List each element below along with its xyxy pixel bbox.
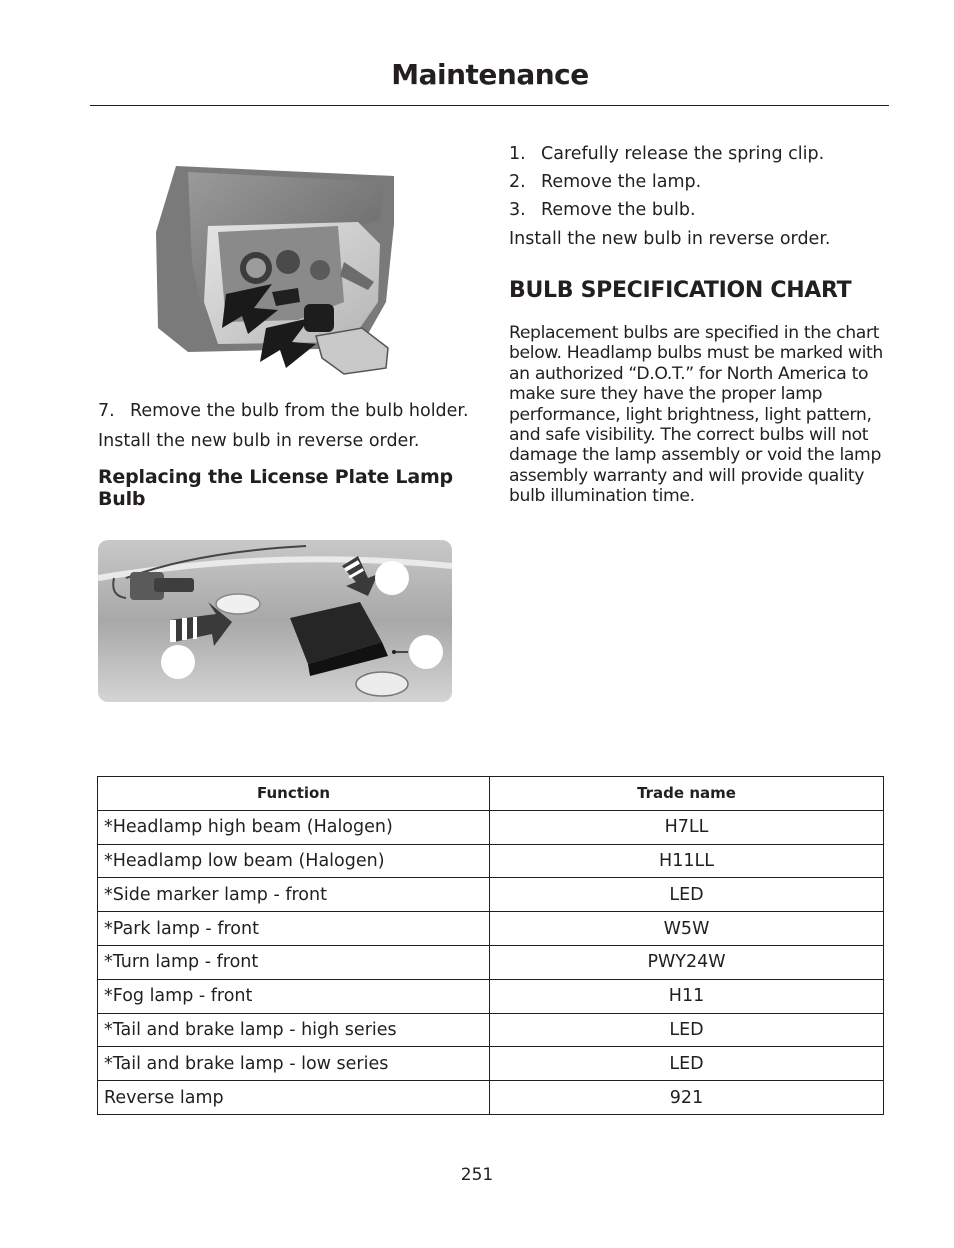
license-plate-subheading: Replacing the License Plate Lamp Bulb bbox=[98, 466, 453, 510]
page-title: Maintenance bbox=[391, 58, 589, 91]
function-cell: *Tail and brake lamp - low series bbox=[98, 1047, 490, 1081]
trade-name-cell: H11LL bbox=[490, 844, 884, 878]
table-row bbox=[98, 1013, 884, 1047]
trade-name-cell: LED bbox=[490, 1013, 884, 1047]
function-cell: *Turn lamp - front bbox=[98, 945, 490, 979]
trade-name-cell: 921 bbox=[490, 1081, 884, 1115]
table-row bbox=[98, 878, 884, 912]
function-cell: *Side marker lamp - front bbox=[98, 878, 490, 912]
table-row bbox=[98, 1047, 884, 1081]
trade-name-cell: H11 bbox=[490, 979, 884, 1013]
list-item-number: 2. bbox=[509, 172, 526, 192]
trade-name-cell: W5W bbox=[490, 912, 884, 946]
list-item-number: 1. bbox=[509, 144, 526, 164]
function-cell: *Headlamp high beam (Halogen) bbox=[98, 810, 490, 844]
column-header-trade-name: Trade name bbox=[490, 777, 884, 811]
bulb-chart-heading: BULB SPECIFICATION CHART bbox=[509, 278, 852, 303]
column-header-function: Function bbox=[98, 777, 490, 811]
table-row bbox=[98, 1081, 884, 1115]
table-header-row bbox=[98, 777, 884, 811]
list-item-text: Remove the lamp. bbox=[541, 172, 702, 192]
install-note-left: Install the new bulb in reverse order. bbox=[98, 431, 420, 451]
function-cell: *Park lamp - front bbox=[98, 912, 490, 946]
trade-name-cell: LED bbox=[490, 1047, 884, 1081]
function-cell: *Tail and brake lamp - high series bbox=[98, 1013, 490, 1047]
bulb-specification-table bbox=[97, 776, 884, 1115]
title-divider bbox=[90, 105, 889, 106]
function-cell: *Headlamp low beam (Halogen) bbox=[98, 844, 490, 878]
table-row bbox=[98, 810, 884, 844]
bulb-chart-description: Replacement bulbs are specified in the chart below. Headlamp bulbs must be marked with an authorized “D.O.T.” for North America to make sure they have the proper lamp performance, light brightness, light pattern, and safe visibility. The correct bulbs will not damage the lamp assembly or void the lamp assembly warranty and will provide quality bulb illumination time. bbox=[509, 323, 883, 507]
install-note-right: Install the new bulb in reverse order. bbox=[509, 229, 831, 249]
list-item bbox=[509, 200, 889, 222]
list-item-number: 3. bbox=[509, 200, 526, 220]
function-cell: *Fog lamp - front bbox=[98, 979, 490, 1013]
tail-lamp-bulb-illustration bbox=[148, 152, 418, 384]
table-row bbox=[98, 945, 884, 979]
list-item-text: Remove the bulb. bbox=[541, 200, 696, 220]
function-cell: Reverse lamp bbox=[98, 1081, 490, 1115]
table-row bbox=[98, 844, 884, 878]
table-row bbox=[98, 912, 884, 946]
trade-name-cell: LED bbox=[490, 878, 884, 912]
list-item-text: Remove the bulb from the bulb holder. bbox=[130, 401, 469, 421]
list-item-text: Carefully release the spring clip. bbox=[541, 144, 825, 164]
trade-name-cell: PWY24W bbox=[490, 945, 884, 979]
list-item bbox=[98, 401, 478, 423]
list-item bbox=[509, 144, 889, 166]
license-plate-lamp-illustration bbox=[96, 538, 454, 704]
page-number: 251 bbox=[460, 1165, 494, 1185]
list-item-number: 7. bbox=[98, 401, 115, 421]
list-item bbox=[509, 172, 889, 194]
table-row bbox=[98, 979, 884, 1013]
trade-name-cell: H7LL bbox=[490, 810, 884, 844]
